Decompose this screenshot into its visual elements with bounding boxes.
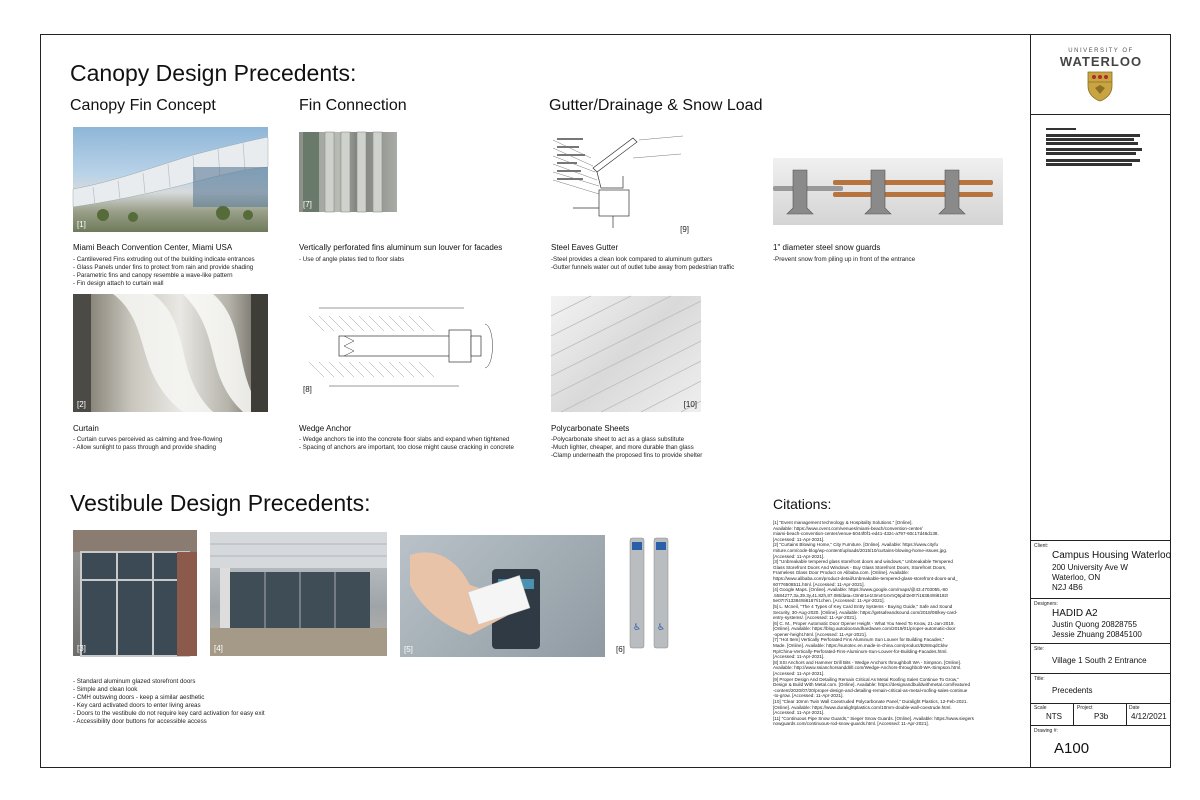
list-item: - Simple and clean look [73,686,138,693]
miami-caption: Miami Beach Convention Center, Miami USA [73,243,233,252]
citation-line: [1] "Event management technology & Hospitality Solutions." [Online]. [773,520,913,525]
vestibule-bullets [73,678,265,726]
list-item: -Prevent snow from piling up in front of the entrance [773,256,916,263]
ref-3: [3] [77,644,86,653]
tb-rule [1031,114,1171,115]
svg-text:♿: ♿ [632,623,642,633]
heading-fin-connection: Fin Connection [299,97,407,114]
page-title: Canopy Design Precedents: [70,60,357,86]
citation-line: [Online]. Available: https://blog.autodoorandhardware.com/2019/01/proper-automatic-door [773,626,956,632]
ref-1: [1] [77,220,86,229]
citation-line: [10] "Clear 10mm Twin Wall Coextruded Polycarbonate Panel," Duralight Plastics, 12-Feb-2021. [773,699,968,704]
snow-guard-caption: 1" diameter steel snow guards [773,243,881,252]
citation-line: [5] L. Mcneil, "The 4 Types of Key Card Entry Systems - Buying Guide," Safe and Sound [773,603,953,609]
citation-line: [Accessed: 11-Apr-2021]. [773,654,825,660]
ref-2: [2] [77,400,86,409]
drawing-number: A100 [1054,740,1090,757]
citation-line: [Accessed: 11-Apr-2021]. [773,671,825,677]
polycarbonate-photo [551,296,701,412]
heading-gutter: Gutter/Drainage & Snow Load [549,97,763,114]
storefront-door-photo [73,530,197,656]
list-item: -Gutter funnels water out of outlet tube away from pedestrian traffic [551,264,735,271]
citation-line: [9] Proper Design And Detailing Remain Critical As Metal Roofing Sales Continue To Grow," [773,676,959,682]
date-value: 4/12/2021 [1131,712,1167,721]
citation-line: [8] SSI Anchors and Hammer Drill Bits - Wedge Anchors throughbolt WA - Simpson. [Online]. [773,659,962,665]
snow-guard-bullets [773,256,915,264]
citation-line: 5e07!7i13384!8i6167!i1chen. [Accessed: 11-Apr-2021]. [773,598,885,604]
citation-line: Design & Build With Metal.com. [Online]. Available: https://designandbuildwithmetal.com/featured [773,682,971,688]
curtain-caption: Curtain [73,424,99,433]
building-entrance-photo [210,532,387,656]
stamp-block [1046,128,1142,170]
list-item: - Use of angle plates tied to floor slabs [299,256,405,263]
title-label: Title: [1034,676,1045,682]
citation-line: [3] "Unbreakable tempered glass storefront doors and windows," Unbreakable Tempered [773,559,953,565]
citation-line: -to-grow. [Accessed: 11-Apr-2021]. [773,693,844,699]
curtain-bullets [73,436,222,452]
client-address-3: N2J 4B6 [1052,583,1083,592]
designers-label: Designers: [1034,601,1058,607]
curtain-photo [73,294,268,412]
citation-line: [4] Google Maps. [Online]. Available: https://www.google.com/maps/@43.4703055,-80 [773,587,948,593]
accessibility-buttons-photo [616,538,680,656]
poly-caption: Polycarbonate Sheets [551,424,630,433]
date-label: Date [1129,705,1140,711]
tb-rule [1031,725,1171,726]
eaves-bullets [551,256,734,272]
list-item: - Standard aluminum glazed storefront doors [73,678,196,685]
list-item: - Parametric fins and canopy resemble a wave-like pattern [73,272,233,279]
project-value: P3b [1094,712,1109,721]
tb-vrule [1073,703,1074,725]
citation-line: Made. [Online]. Available: https://sunotec.en.made-in-china.com/product/Bz8mqdCklw [773,643,948,649]
list-item: - CMH outswing doors - keep a similar aesthetic [73,694,205,701]
list-item: - Fin design attach to curtain wall [73,280,164,287]
miami-bullets [73,256,255,288]
citations-title: Citations: [773,496,832,512]
sun-louver-photo [299,132,397,212]
citations-list [773,520,1023,760]
citation-line: nowguards.com/continuous-rod-snow-guards.html. [Accessed: 11-Apr-2021]. [773,721,929,727]
title-block-divider [1030,34,1031,768]
wedge-bullets [299,436,514,452]
crest-icon [1086,70,1114,102]
list-item: - Key card activated doors to enter living areas [73,702,201,709]
louver-bullets [299,256,404,264]
citation-line: [6] C. M., Proper Automatic Door Opener Height - What You Need To Know, 21-Jan-2019. [773,620,955,626]
client-name: Campus Housing Waterloo [1052,550,1172,561]
tb-vrule [1126,703,1127,725]
citation-line: [Accessed: 11-Apr-2021]. [773,553,825,559]
list-item: -Polycarbonate sheet to act as a glass substitute [551,436,685,443]
citation-line: -opener-height.html. [Accessed: 11-Apr-2021]. [773,631,867,637]
heading-fin-concept: Canopy Fin Concept [70,97,216,114]
citation-line: https://www.alibaba.com/product-detail/Unbreakable-tempered-glass-storefront-doors-and_ [773,575,958,581]
site-value: Village 1 South 2 Entrance [1052,656,1147,665]
citation-line: -content/2020/07/20/proper-design-and-detailing-remain-critical-as-metal-roofing-sales-continue [773,687,968,693]
team-name: HADID A2 [1052,608,1098,619]
tb-rule [1031,703,1171,704]
poly-bullets [551,436,702,460]
eaves-gutter-drawing [553,128,693,236]
eaves-caption: Steel Eaves Gutter [551,243,619,252]
citation-line: [Online]. Available: https://www.duralightplastics.com/10mm-double-wall-coextrude.html. [773,704,952,710]
list-item: -Clamp underneath the proposed fins to provide shelter [551,452,703,459]
citation-line: [7] "Hot Item] Vertically Perforated Fins Aluminum Sun Louver for Building Facades," [773,637,945,643]
citation-line: Glass Storefront Doors And Windows - Buy Glass Storefront Doors, Storefront Doors, [773,564,947,570]
miami-convention-center-photo [73,127,268,232]
ref-7: [7] [303,200,312,209]
site-label: Site: [1034,646,1045,652]
vestibule-title: Vestibule Design Precedents: [70,490,371,516]
wedge-anchor-drawing [299,296,504,396]
title-value: Precedents [1052,686,1093,695]
scale-label: Scale [1034,705,1047,711]
client-address-1: 200 University Ave W [1052,563,1128,572]
list-item: -Steel provides a clean look compared to aluminum gutters [551,256,713,263]
ref-9: [9] [680,225,689,234]
client-address-2: Waterloo, ON [1052,573,1101,582]
list-item: - Allow sunlight to pass through and provide shading [73,444,217,451]
louver-caption: Vertically perforated fins aluminum sun louver for facades [299,243,503,252]
citation-line: Rp/China-Vertically-Perforated-Fins-Aluminum-Sun-Louver-for-Building-Facades.html. [773,648,948,654]
logo-line-1: UNIVERSITY OF [1068,48,1134,54]
designer-1: Justin Quong 20828755 [1052,620,1137,629]
designer-2: Jessie Zhuang 20845100 [1052,630,1142,639]
list-item: - Spacing of anchors are important, too close might cause cracking in concrete [299,444,514,451]
list-item: -Much lighter, cheaper, and more durable than glass [551,444,694,451]
citation-line: [11] "Continuous Pipe Snow Guards," Sieger Snow Guards. [Online]. Available: https://www.siegers [773,715,974,721]
ref-10: [10] [683,400,697,409]
tb-rule [1031,643,1171,644]
citation-line: entry-systems/. [Accessed: 11-Apr-2021]. [773,615,857,621]
project-label: Project [1077,705,1093,711]
snow-guard-photo [773,158,1003,225]
logo-line-2: WATERLOO [1059,54,1143,69]
citation-line: Security, 30-Aug-2020. [Online]. Available: https://getsafeandsound.com/2018/08/key-card- [773,609,958,615]
citation-line: Available: https://www.cvent.com/venues/miami-beach/convention-center/ [773,525,923,531]
wedge-caption: Wedge Anchor [299,424,352,433]
citation-line: rniture.com/code-blog/wp-content/uploads/2015/10/curtains-blowing-home-issues.jpg. [773,547,948,553]
ref-4: [4] [214,644,223,653]
citation-line: .5584277,3a,39.3y,41.82h,87.08t/data=!3m6!1e1!3m4!1sVnQ5pd!2e0!7i16384!8i8192! [773,592,949,598]
ref-5: [5] [404,645,413,654]
citation-line: [Accessed: 11-Apr-2021]. [773,536,825,542]
citation-line: [2] "Curtains Blowing Home," City Furniture. [Online]. Available: https://www.cityfu [773,542,939,548]
ref-6: [6] [616,645,625,654]
list-item: - Doors to the vestibule do not require key card activation for easy exit [73,710,265,717]
citation-line: 60776508511.html. [Accessed: 11-Apr-2021]. [773,581,865,587]
client-label: Client: [1034,543,1049,549]
list-item: - Wedge anchors tie into the concrete floor slabs and expand when tightened [299,436,510,443]
citation-line: Available: http://www.ssianchorsanddrill.com/Wedge-Anchors-throughbolt-WA-Simpson.html. [773,665,962,671]
list-item: - Glass Panels under fins to protect from rain and provide shading [73,264,254,271]
list-item: - Accessibility door buttons for accessible access [73,718,207,725]
scale-value: NTS [1046,712,1062,721]
list-item: - Cantilevered Fins extruding out of the building indicate entrances [73,256,255,263]
citation-line: [Accessed: 11-Apr-2021]. [773,710,825,716]
citation-line: Frameless Glass Door Product on Alibaba.com. [Online]. Available: [773,570,910,576]
tb-rule [1031,540,1171,541]
drawing-number-label: Drawing #: [1034,728,1058,734]
ref-8: [8] [303,385,312,394]
citation-line: miami-beach-convention-center/venue-5044f0f1-ed41-432c-a797-60c17d46d138. [773,531,939,537]
key-card-reader-photo [400,535,605,657]
list-item: - Curtain curves perceived as calming and free-flowing [73,436,223,443]
svg-text:♿: ♿ [656,623,666,633]
tb-rule [1031,598,1171,599]
tb-rule [1031,673,1171,674]
logo-block [1031,34,1171,114]
